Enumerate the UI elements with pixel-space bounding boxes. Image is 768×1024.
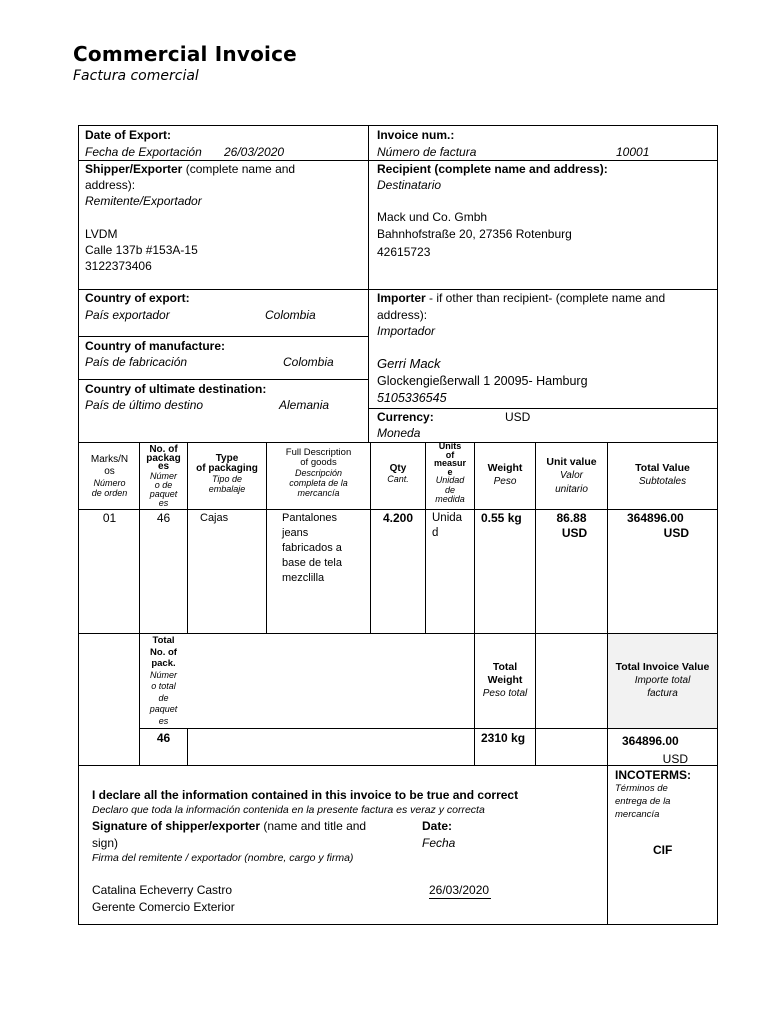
importer-phone: 5105336545 <box>377 391 447 405</box>
shipper-label-rest: (complete name and <box>182 162 296 176</box>
item-description-line: fabricados a <box>282 542 342 554</box>
item-total-value <box>608 511 717 541</box>
signer-name: Catalina Echeverry Castro <box>92 883 233 897</box>
col-description-line: Full Description <box>285 447 352 458</box>
totals-weight-label-line: Total <box>492 661 518 673</box>
country-destination-sublabel: País de último destino <box>85 398 204 412</box>
totals-packages-label-line: pack. <box>151 658 176 669</box>
totals-invoice-currency: USD <box>662 752 688 766</box>
col-units-sub: Unidad <box>435 475 465 485</box>
col-total-value-sub: Subtotales <box>638 476 687 487</box>
item-qty: 4.200 <box>382 511 414 525</box>
divider <box>79 509 717 510</box>
col-marks-line2: os <box>104 466 115 477</box>
item-description-line: mezclilla <box>282 572 325 584</box>
totals-weight-label <box>475 661 535 700</box>
col-unit-value-sub: Valor <box>560 470 583 481</box>
divider <box>187 728 188 765</box>
col-type-line: Type <box>215 453 239 464</box>
totals-weight-sub: Peso total <box>482 688 528 699</box>
currency-value: USD <box>505 410 531 424</box>
item-units <box>432 511 462 541</box>
signature-label <box>92 818 366 834</box>
col-packages-line: No. of <box>149 444 178 455</box>
col-type-sub: Tipo de <box>212 474 242 484</box>
date-export-value: 26/03/2020 <box>224 145 285 159</box>
shipper-address: Calle 137b #153A-15 <box>85 243 198 257</box>
country-manufacture-label: Country of manufacture: <box>85 339 226 353</box>
totals-invoice-label <box>608 661 717 700</box>
shipper-label-line2: address): <box>85 178 136 192</box>
col-units-line: of <box>445 449 455 460</box>
importer-label-line2: address): <box>377 308 428 322</box>
totals-invoice-value <box>608 732 717 768</box>
item-unit-value-amount: 86.88 <box>556 511 587 525</box>
col-unit-value-sub: unitario <box>555 484 588 495</box>
col-header-units <box>426 442 474 505</box>
col-header-weight <box>475 462 535 488</box>
divider <box>79 379 368 380</box>
col-units-sub: de <box>444 484 455 495</box>
invoice-num-label: Invoice num.: <box>377 128 455 142</box>
country-export-sublabel: País exportador <box>85 308 170 322</box>
divider <box>79 442 717 443</box>
shipper-name: LVDM <box>85 227 118 241</box>
item-unit-value <box>536 511 607 541</box>
invoice-num-value: 10001 <box>616 145 650 159</box>
country-manufacture-sublabel: País de fabricación <box>85 355 188 369</box>
col-qty-line: Qty <box>389 463 407 474</box>
col-header-type <box>188 454 266 494</box>
totals-invoice-sub-line: Importe total <box>634 675 691 686</box>
item-unit-value-currency: USD <box>561 526 588 540</box>
col-type-line: of packaging <box>196 463 258 474</box>
importer-name: Gerri Mack <box>377 356 441 371</box>
col-description-sub: Descripción <box>294 468 343 478</box>
item-units-line: d <box>432 527 439 539</box>
col-header-unit-value <box>536 455 607 497</box>
country-destination-label: Country of ultimate destination: <box>85 382 267 396</box>
item-description <box>282 511 342 586</box>
divider <box>474 442 475 765</box>
declaration-date-label: Date: <box>422 819 453 833</box>
col-units-line: measur <box>433 458 467 468</box>
importer-label-rest: - if other than recipient- (complete name and <box>425 291 666 305</box>
importer-label <box>377 290 665 306</box>
totals-invoice-label-line: Total Invoice Value <box>615 661 710 673</box>
incoterms-sub <box>615 782 670 821</box>
col-marks-sub1: Número <box>93 478 126 488</box>
importer-label-bold: Importer <box>377 291 426 305</box>
totals-weight-label-line: Weight <box>487 674 523 686</box>
recipient-address: Bahnhofstraße 20, 27356 Rotenburg <box>377 227 572 241</box>
totals-packages-sub-line: es <box>158 715 169 726</box>
signature-label-rest: (name and title and <box>260 819 367 833</box>
totals-packages-sub-line: o total <box>151 681 176 691</box>
declaration-date-value: 26/03/2020 <box>429 883 490 897</box>
declaration-statement: I declare all the information contained in this invoice to be true and correct <box>92 788 519 802</box>
shipper-label <box>85 161 295 177</box>
date-export-label: Date of Export: <box>85 128 172 142</box>
divider <box>79 336 368 337</box>
col-header-packages <box>140 446 187 508</box>
incoterms-value: CIF <box>653 843 673 857</box>
totals-packages-value: 46 <box>156 731 171 745</box>
col-header-qty <box>371 464 425 484</box>
col-total-value-line: Total Value <box>635 462 690 474</box>
item-weight: 0.55 kg <box>481 511 522 525</box>
recipient-phone: 42615723 <box>377 245 431 259</box>
item-total-value-amount: 364896.00 <box>627 511 684 525</box>
recipient-name: Mack und Co. Gmbh <box>377 210 488 224</box>
totals-packages-sub-line: paquet <box>149 704 178 714</box>
document-title: Commercial Invoice <box>73 42 297 66</box>
currency-label: Currency: <box>377 410 434 424</box>
country-manufacture-value: Colombia <box>283 355 334 369</box>
signature-label-line2: sign) <box>92 836 119 850</box>
incoterms-sub-line: mercancía <box>615 809 660 820</box>
date-export-sublabel: Fecha de Exportación <box>85 145 202 159</box>
divider <box>139 728 717 729</box>
incoterms-label: INCOTERMS: <box>615 768 691 782</box>
col-packages-sub: es <box>158 497 169 508</box>
totals-invoice-amount: 364896.00 <box>622 734 679 748</box>
shipper-sublabel: Remitente/Exportador <box>85 194 202 208</box>
country-destination-value: Alemania <box>279 398 330 412</box>
col-description-sub: mercancía <box>297 488 340 498</box>
col-weight-sub: Peso <box>493 476 517 487</box>
col-packages-sub: Númer <box>149 470 177 481</box>
signer-title: Gerente Comercio Exterior <box>92 900 235 914</box>
col-packages-line: es <box>157 461 170 472</box>
totals-invoice-sub-line: factura <box>647 688 678 699</box>
invoice-num-sublabel: Número de factura <box>377 145 477 159</box>
col-packages-sub: paquet <box>149 488 178 499</box>
item-total-value-currency: USD <box>663 526 689 540</box>
declaration-date-sub: Fecha <box>422 836 456 850</box>
col-qty-sub: Cant. <box>387 474 409 484</box>
signature-label-bold: Signature of shipper/exporter <box>92 819 261 833</box>
totals-packages-sub-line: de <box>158 692 169 703</box>
recipient-sublabel: Destinatario <box>377 178 442 192</box>
item-marks: 01 <box>102 511 117 525</box>
incoterms-sub-line: entrega de la <box>615 796 671 807</box>
col-type-sub: embalaje <box>208 484 246 494</box>
divider <box>368 126 369 442</box>
currency-sublabel: Moneda <box>377 426 421 440</box>
col-description-sub: completa de la <box>289 478 348 488</box>
item-packages: 46 <box>156 511 171 525</box>
col-marks-line1: Marks/N <box>90 454 129 465</box>
col-units-sub: medida <box>435 494 465 504</box>
col-units-line: Units <box>438 441 462 451</box>
country-export-value: Colombia <box>265 308 316 322</box>
importer-address: Glockengießerwall 1 20095- Hamburg <box>377 374 588 388</box>
country-export-label: Country of export: <box>85 291 190 305</box>
document-subtitle: Factura comercial <box>73 68 199 84</box>
declaration-statement-es: Declaro que toda la información contenida en la presente factura es veraz y correcta <box>92 804 485 816</box>
importer-sublabel: Importador <box>377 324 436 338</box>
recipient-label: Recipient (complete name and address): <box>377 162 608 176</box>
item-description-line: Pantalones <box>282 512 338 524</box>
signature-label-es: Firma del remitente / exportador (nombre, cargo y firma) <box>92 852 354 864</box>
totals-packages-label-line: No. of <box>150 646 177 658</box>
item-type: Cajas <box>200 512 229 524</box>
totals-packages-sub-line: Númer <box>149 669 177 680</box>
item-units-line: Unida <box>432 512 463 524</box>
divider <box>79 633 717 634</box>
item-description-line: base de tela <box>282 557 342 569</box>
col-packages-line: packag <box>146 452 181 464</box>
col-description-line: of goods <box>300 457 337 468</box>
incoterms-sub-line: Términos de <box>615 783 668 794</box>
shipper-label-bold: Shipper/Exporter <box>85 162 183 176</box>
col-header-total-value <box>608 462 717 488</box>
totals-packages-label-line: Total <box>152 635 175 646</box>
shipper-phone: 3122373406 <box>85 259 152 273</box>
col-header-description <box>267 448 370 498</box>
col-weight-line: Weight <box>487 462 523 474</box>
col-unit-value-line: Unit value <box>546 456 597 468</box>
col-packages-sub: o de <box>154 479 173 490</box>
col-header-marks <box>80 454 139 498</box>
col-marks-sub2: de orden <box>91 488 128 498</box>
item-description-line: jeans <box>282 527 309 539</box>
totals-weight-value: 2310 kg <box>481 731 526 745</box>
col-units-line: e <box>447 466 453 477</box>
totals-packages-label <box>140 635 187 727</box>
